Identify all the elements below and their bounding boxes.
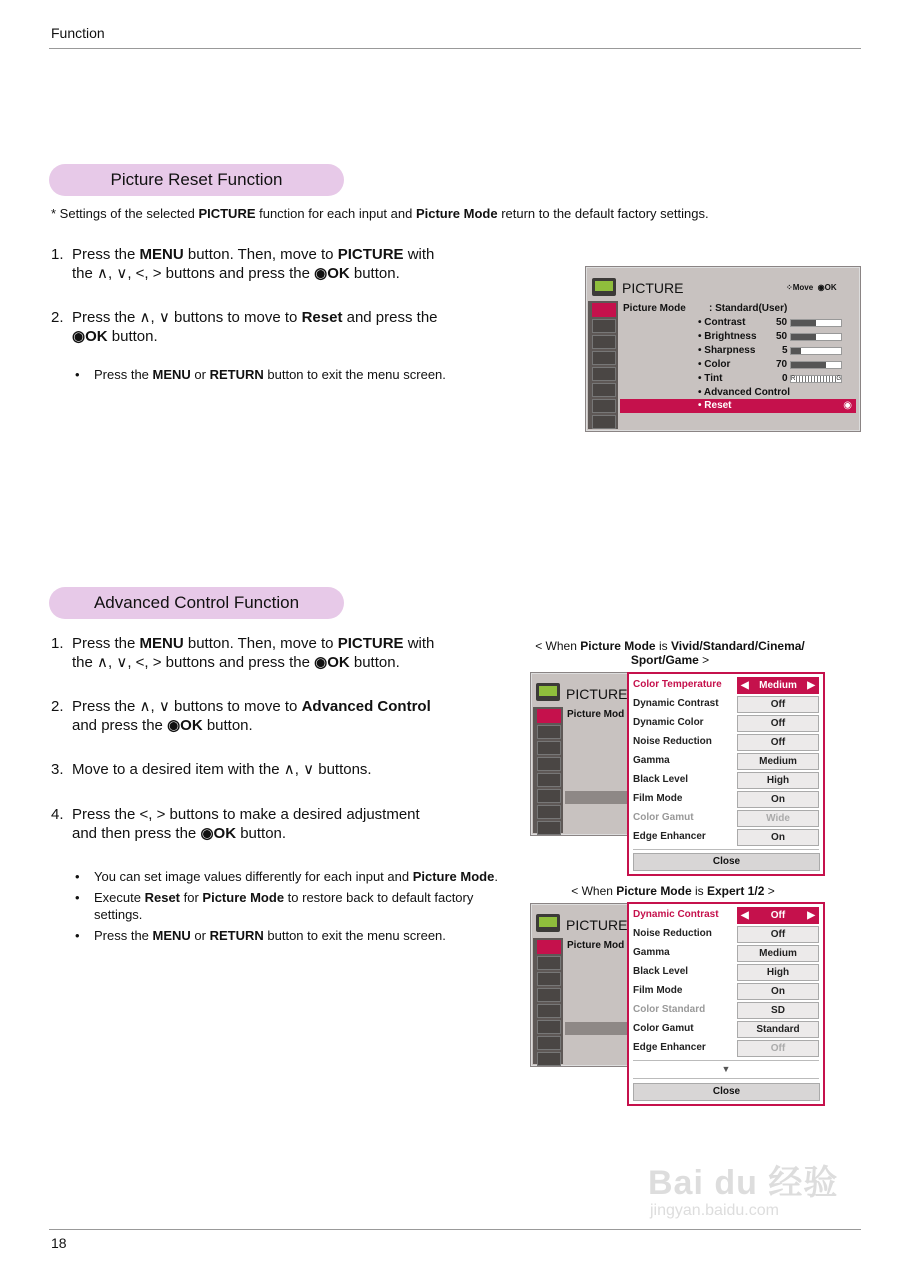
color-gamut-value: Wide [737,810,819,827]
picture-mode-label: Picture Mode [623,303,686,314]
edge-enhancer-value: Off [737,1040,819,1057]
close-button[interactable]: Close [633,1083,820,1101]
reset-step-1: 1. Press the MENU button. Then, move to PICTURE with the ∧, ∨, <, > buttons and press the ◉OK button. [51,246,435,282]
film-mode-value[interactable]: On [737,791,819,808]
noise-reduction-value[interactable]: Off [737,734,819,751]
caption-expert-modes: < When Picture Mode is Expert 1/2 > [571,884,775,898]
black-level-value[interactable]: High [737,964,819,981]
advanced-bullet-3: • Press the MENU or RETURN button to exit the menu screen. [75,928,446,943]
color-gamut-value[interactable]: Standard [737,1021,819,1038]
menu-sidebar [588,301,618,429]
sharpness-label: • Sharpness [698,345,756,356]
advanced-popup-standard: Color Temperature ◀ Medium ▶ Dynamic Contrast Off Dynamic Color Off Noise Reduction Off Gamma Medium Black Level High Film Mode On Color Gamut Wide Edge Enhancer On Close [627,672,825,876]
advanced-step-3: 3. Move to a desired item with the ∧, ∨ buttons. [51,761,372,778]
reset-step-2: 2. Press the ∧, ∨ buttons to move to Reset and press the ◉OK button. [51,309,438,345]
noise-reduction-value[interactable]: Off [737,926,819,943]
tv-icon [536,683,560,701]
black-level-value[interactable]: High [737,772,819,789]
close-button[interactable]: Close [633,853,820,871]
contrast-bar [790,319,842,327]
left-arrow-icon[interactable]: ◀ [741,680,749,691]
dynamic-contrast-value[interactable]: Off [737,696,819,713]
advanced-step-1: 1. Press the MENU button. Then, move to PICTURE with the ∧, ∨, <, > buttons and press the ◉OK button. [51,635,435,671]
film-mode-value[interactable]: On [737,983,819,1000]
advanced-control-item: • Advanced Control [698,387,791,398]
caption-standard-modes: < When Picture Mode is Vivid/Standard/Cinema/ Sport/Game > [535,639,805,667]
brightness-label: • Brightness [698,331,757,342]
advanced-step-2: 2. Press the ∧, ∨ buttons to move to Advanced Control and press the ◉OK button. [51,698,431,734]
dynamic-contrast-selector[interactable]: ◀ Off ▶ [737,907,819,924]
advanced-bullet-1: • You can set image values differently for each input and Picture Mode. [75,869,498,884]
screen-category-icon [592,319,616,333]
advanced-heading: Advanced Control Function [49,587,344,619]
input-category-icon [592,399,616,413]
time-category-icon [592,351,616,365]
color-bar [790,361,842,369]
tint-label: • Tint [698,373,723,384]
contrast-label: • Contrast [698,317,746,328]
tint-bar: R G [791,376,841,382]
dynamic-contrast-label: Dynamic Contrast [633,909,719,920]
option-category-icon [592,367,616,381]
contrast-value: 50 [776,317,788,328]
ok-icon: ◉ [843,400,852,411]
sharpness-bar [790,347,842,355]
reset-bullet: • Press the MENU or RETURN button to exit the menu screen. [75,367,446,382]
advanced-step-4: 4. Press the <, > buttons to make a desired adjustment and then press the ◉OK button. [51,806,420,842]
menu-sidebar [533,938,563,1064]
color-label: • Color [698,359,731,370]
reset-note: * Settings of the selected PICTURE function for each input and Picture Mode return to the default factory settings. [51,206,709,221]
move-icon: ⁘ [786,283,793,292]
tv-icon [536,914,560,932]
watermark-url: jingyan.baidu.com [650,1202,779,1219]
header-rule [49,48,861,49]
reset-item-selected: • Reset ◉ [620,399,856,413]
brightness-bar [790,333,842,341]
support-category-icon [592,415,616,429]
color-temperature-selector[interactable]: ◀ Medium ▶ [737,677,819,694]
left-arrow-icon[interactable]: ◀ [741,910,749,921]
menu-hints: ⁘Move ◉OK [786,283,837,292]
dynamic-color-value[interactable]: Off [737,715,819,732]
advanced-bullet-2: • Execute Reset for Picture Mode to restore back to default factory settings. [75,890,474,922]
advanced-popup-expert: Dynamic Contrast ◀ Off ▶ Noise Reduction Off Gamma Medium Black Level High Film Mode On Color Standard SD Color Gamut Standard Edge Enhancer Off ▼ Close [627,902,825,1106]
picture-mode-value: : Standard(User) [709,303,788,314]
section-header: Function [51,25,105,41]
tv-icon [592,278,616,296]
picture-category-icon [592,303,616,317]
menu-title: PICTURE [622,280,684,296]
scroll-down-icon[interactable]: ▼ [721,1064,731,1074]
reset-heading: Picture Reset Function [49,164,344,196]
audio-category-icon [592,335,616,349]
picture-menu-screenshot [585,266,861,432]
page-number: 18 [51,1235,67,1251]
color-value: 70 [776,359,788,370]
brightness-value: 50 [776,331,788,342]
footer-rule [49,1229,861,1230]
gamma-value[interactable]: Medium [737,753,819,770]
advanced-menu-background-2: PICTURE Picture Mod [530,903,632,1067]
advanced-menu-background-1: PICTURE Picture Mod [530,672,632,836]
right-arrow-icon[interactable]: ▶ [807,910,815,921]
menu-sidebar [533,707,563,833]
sharpness-value: 5 [782,345,788,356]
watermark-logo: Bai du 经验 [648,1164,839,1202]
lock-category-icon [592,383,616,397]
edge-enhancer-value[interactable]: On [737,829,819,846]
gamma-value[interactable]: Medium [737,945,819,962]
color-temperature-label: Color Temperature [633,679,722,690]
tint-value: 0 [782,373,788,384]
right-arrow-icon[interactable]: ▶ [807,680,815,691]
color-standard-value[interactable]: SD [737,1002,819,1019]
